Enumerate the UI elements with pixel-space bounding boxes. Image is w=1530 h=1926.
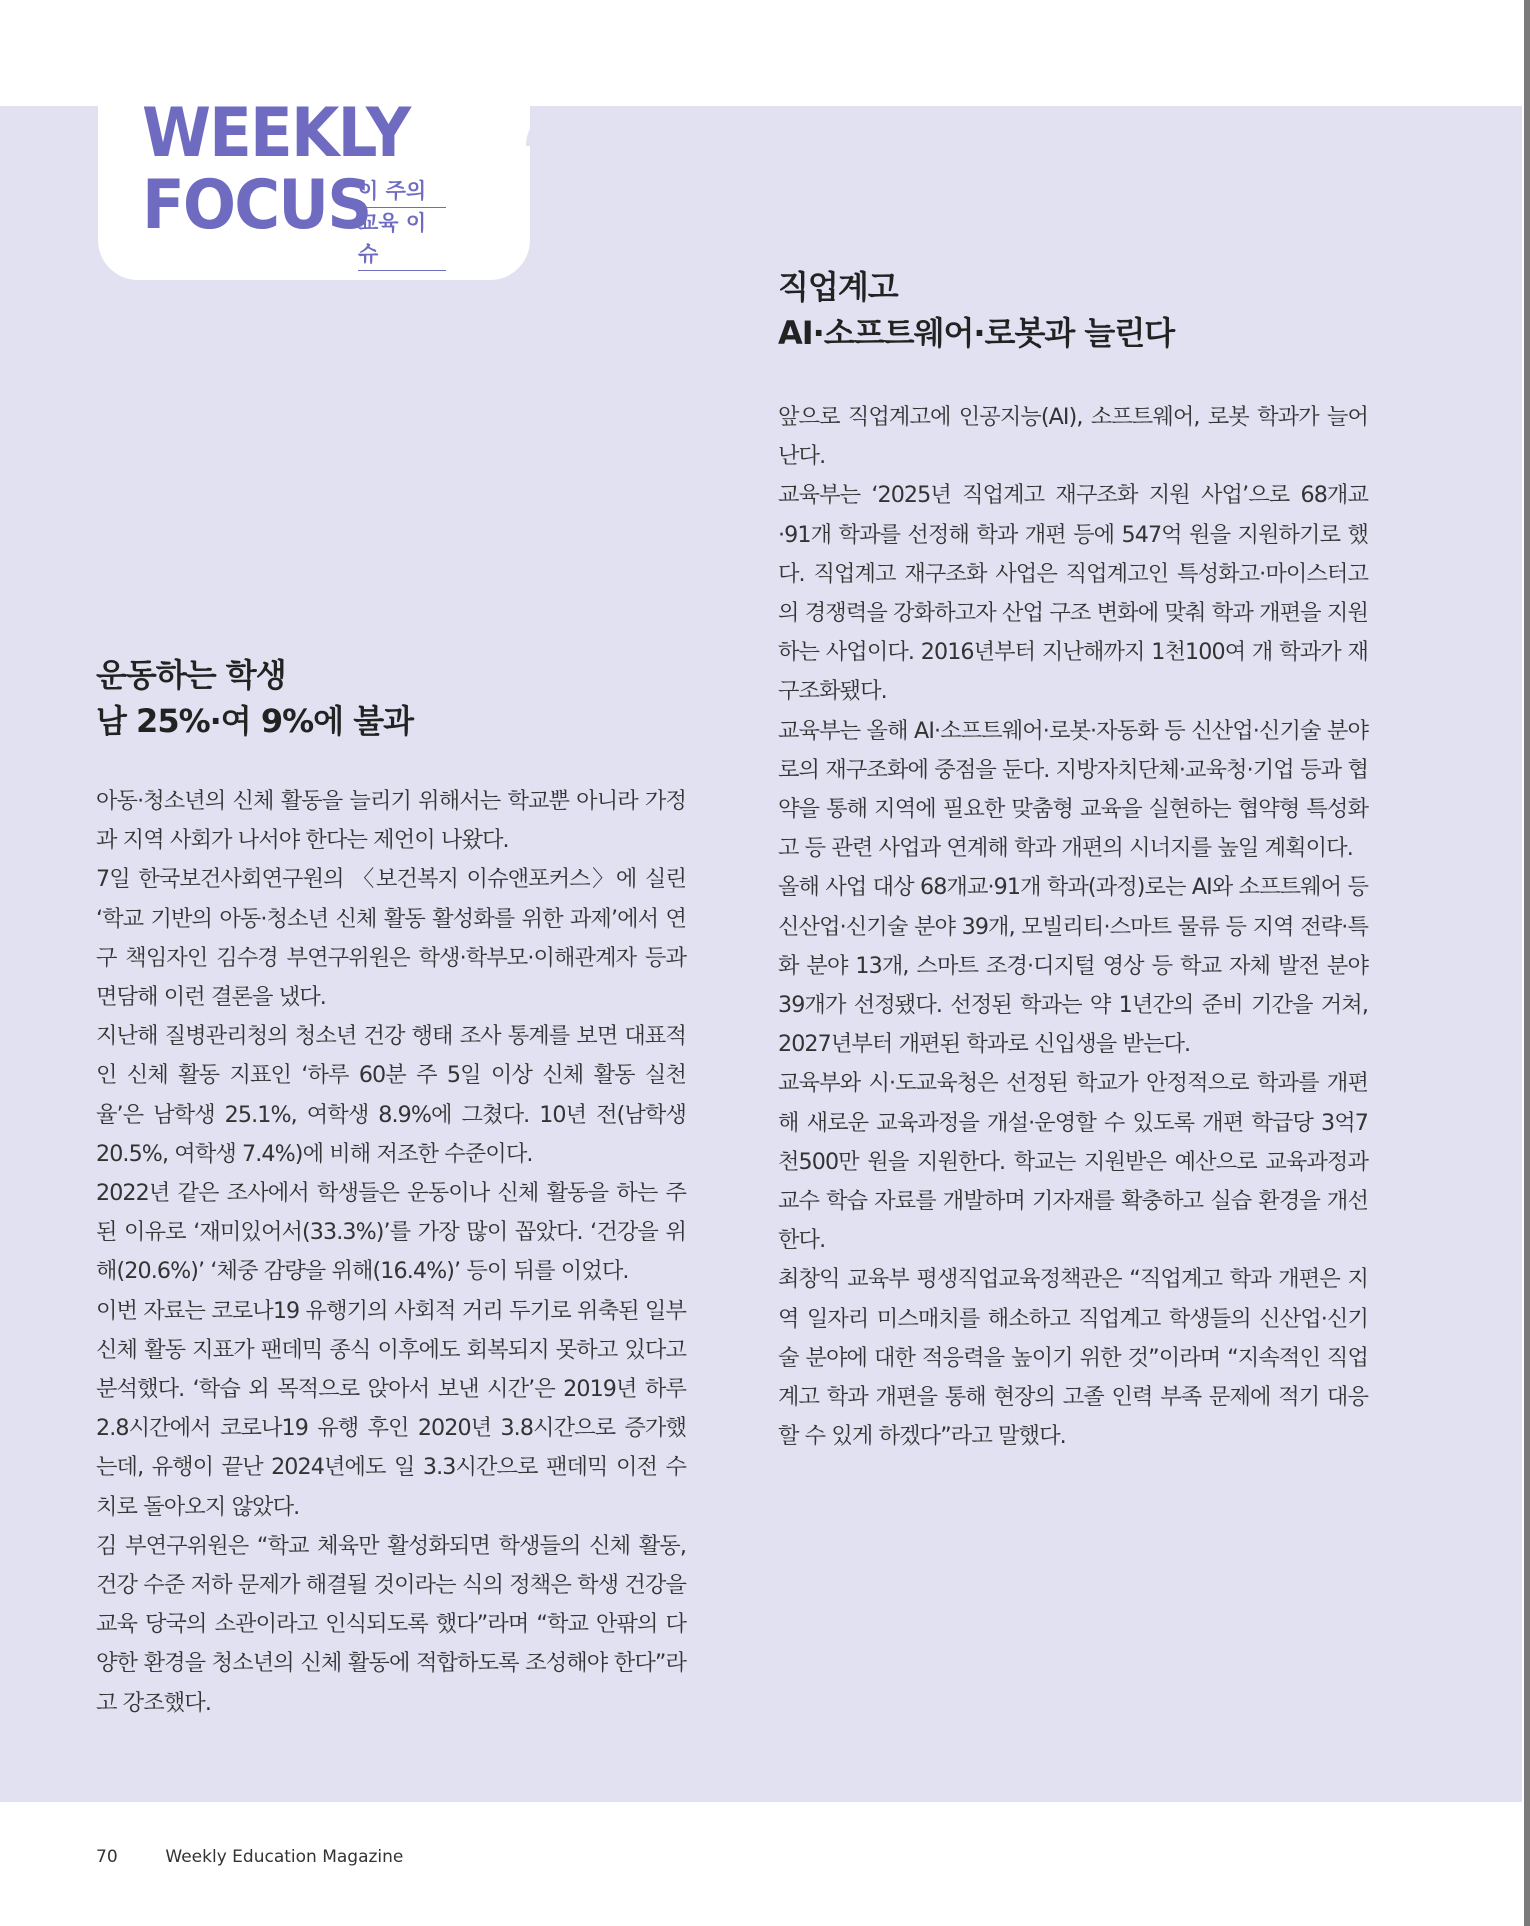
right-article xyxy=(778,264,1368,1456)
paragraph: 교육부는 ‘2025년 직업계고 재구조화 지원 사업’으로 68개교·91개 학과를 선정해 학과 개편 등에 547억 원을 지원하기로 했다. 직업계고 재구조화 사업은 직업계고인 특성화고·마이스터고의 경쟁력을 강화하고자 산업 구조 변화에 맞춰 학과 개편을 지원하는 사업이다. 2016년부터 지난해까지 1천100여 개 학과가 재구조화됐다. xyxy=(778,482,1368,705)
paragraph: 이번 자료는 코로나19 유행기의 사회적 거리 두기로 위축된 일부 신체 활동 지표가 팬데믹 종식 이후에도 회복되지 못하고 있다고 분석했다. ‘학습 외 목적으로 앉아서 보낸 시간’은 2019년 하루 2.8시간에서 코로나19 유행 후인 2020년 3.8시간으로 증가했는데, 유행이 끝난 2024년에도 일 3.3시간으로 팬데믹 이전 수치로 돌아오지 않았다. xyxy=(96,1297,686,1520)
logo-subtitle xyxy=(358,176,446,271)
left-article-body xyxy=(96,782,686,1723)
right-headline-line2: AI·소프트웨어·로봇과 늘린다 xyxy=(778,314,1175,352)
paragraph: 7일 한국보건사회연구원의 〈보건복지 이슈앤포커스〉에 실린 ‘학교 기반의 아동·청소년 신체 활동 활성화를 위한 과제’에서 연구 책임자인 김수경 부연구위원은 학생·학부모·이해관계자 등과 면담해 이런 결론을 냈다. xyxy=(96,866,686,1011)
logo-weekly: WEEKLY xyxy=(142,94,410,173)
paragraph: 올해 사업 대상 68개교·91개 학과(과정)로는 AI와 소프트웨어 등 신산업·신기술 분야 39개, 모빌리티·스마트 물류 등 지역 전략·특화 분야 13개, 스마트 조경·디지털 영상 등 학교 자체 발전 분야 39개가 선정됐다. 선정된 학과는 약 1년간의 준비 기간을 거쳐, 2027년부터 개편된 학과로 신입생을 받는다. xyxy=(778,874,1368,1058)
page-number: 70 xyxy=(96,1847,118,1867)
paragraph: 최창익 교육부 평생직업교육정책관은 “직업계고 학과 개편은 지역 일자리 미스매치를 해소하고 직업계고 학생들의 신산업·신기술 분야에 대한 적응력을 높이기 위한 것”이라며 “지속적인 직업계고 학과 개편을 통해 현장의 고졸 인력 부족 문제에 적기 대응할 수 있게 하겠다”라고 말했다. xyxy=(778,1266,1368,1450)
left-article-headline xyxy=(96,652,686,744)
paragraph: 앞으로 직업계고에 인공지능(AI), 소프트웨어, 로봇 학과가 늘어난다. xyxy=(778,404,1368,470)
right-article-headline xyxy=(778,264,1368,356)
left-article xyxy=(96,652,686,1723)
paragraph: 2022년 같은 조사에서 학생들은 운동이나 신체 활동을 하는 주된 이유로 ‘재미있어서(33.3%)’를 가장 많이 꼽았다. ‘건강을 위해(20.6%)’ ‘체중 감량을 위해(16.4%)’ 등이 뒤를 이었다. xyxy=(96,1180,686,1285)
magazine-name: Weekly Education Magazine xyxy=(165,1847,404,1867)
paragraph: 교육부는 올해 AI·소프트웨어·로봇·자동화 등 신산업·신기술 분야로의 재구조화에 중점을 둔다. 지방자치단체·교육청·기업 등과 협약을 통해 지역에 필요한 맞춤형 교육을 실현하는 협약형 특성화고 등 관련 사업과 연계해 학과 개편의 시너지를 높일 계획이다. xyxy=(778,717,1368,862)
right-article-body xyxy=(778,398,1368,1456)
page-border xyxy=(1524,0,1530,1926)
paragraph: 김 부연구위원은 “학교 체육만 활성화되면 학생들의 신체 활동, 건강 수준 저하 문제가 해결될 것이라는 식의 정책은 학생 건강을 교육 당국의 소관이라고 인식되도록 했다”라며 “학교 안팎의 다양한 환경을 청소년의 신체 활동에 적합하도록 조성해야 한다”라고 강조했다. xyxy=(96,1532,686,1716)
logo-subtitle-line2: 교육 이슈 xyxy=(358,208,446,271)
logo-focus: FOCUS xyxy=(142,166,371,245)
logo-subtitle-line1: 이 주의 xyxy=(358,176,446,208)
paragraph: 지난해 질병관리청의 청소년 건강 행태 조사 통계를 보면 대표적인 신체 활동 지표인 ‘하루 60분 주 5일 이상 신체 활동 실천율’은 남학생 25.1%, 여학생 8.9%에 그쳤다. 10년 전(남학생 20.5%, 여학생 7.4%)에 비해 저조한 수준이다. xyxy=(96,1023,686,1167)
page-footer xyxy=(96,1847,403,1867)
paragraph: 교육부와 시·도교육청은 선정된 학교가 안정적으로 학과를 개편해 새로운 교육과정을 개설·운영할 수 있도록 개편 학급당 3억7천500만 원을 지원한다. 학교는 지원받은 예산으로 교육과정과 교수 학습 자료를 개발하며 기자재를 확충하고 실습 환경을 개선한다. xyxy=(778,1070,1368,1254)
left-headline-line1: 운동하는 학생 xyxy=(96,656,286,694)
paragraph: 아동·청소년의 신체 활동을 늘리기 위해서는 학교뿐 아니라 가정과 지역 사회가 나서야 한다는 제언이 나왔다. xyxy=(96,788,686,854)
right-headline-line1: 직업계고 xyxy=(778,268,898,306)
left-headline-line2: 남 25%·여 9%에 불과 xyxy=(96,702,414,740)
